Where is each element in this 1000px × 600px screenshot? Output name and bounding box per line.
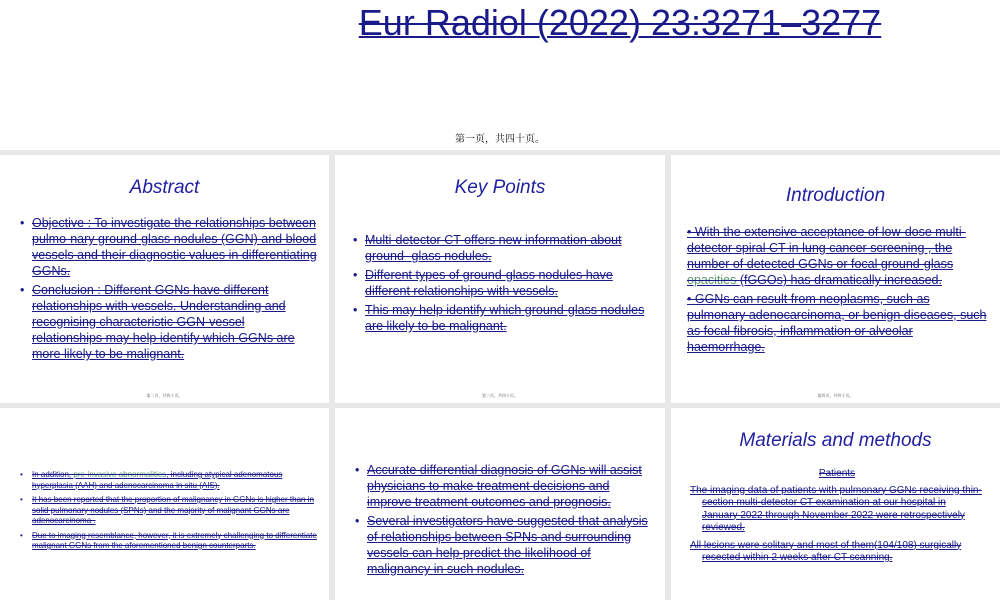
- bullet-list: [367, 462, 652, 580]
- paragraph-list: [690, 468, 984, 570]
- highlight-text: pre-invasive abnormalities: [73, 470, 167, 479]
- highlight-text: opacities: [687, 273, 740, 287]
- list-item[interactable]: • Objective : To investigate the relationships between pulmo-nary ground-glass nodules (GGN) and blood vessels and their diagnostic values in differentiating GGNs.: [32, 215, 317, 279]
- list-item[interactable]: • Different types of ground-glass nodules have different relationships with vessels.: [365, 267, 650, 299]
- bullet-list: [32, 215, 317, 365]
- slide-heading: Key Points: [454, 177, 546, 198]
- bullet-list: [365, 232, 650, 337]
- paragraph[interactable]: The imaging data of patients with pulmonary GGNs receiving thin-section multi-detector CT examination at our hospital in January 2022 through November 2022 were retrospectively reviewed.: [690, 484, 982, 533]
- slide-key-points[interactable]: [335, 155, 665, 403]
- slide-heading: Introduction: [785, 185, 886, 206]
- list-item[interactable]: • GGNs can result from neoplasms, such as pulmonary adenocarcinoma, or benign diseases, such as focal fibrosis, inflammation or alveolar haemorrhage.: [687, 292, 987, 354]
- list-item[interactable]: • Conclusion : Different GGNs have different relationships with vessels. Understanding and recognising characteristic GGN-vessel relationships may help identify which GGNs are more likely to be malignant.: [32, 282, 317, 362]
- citation-title[interactable]: Eur Radiol (2022) 23:3271–3277: [358, 2, 882, 43]
- slide-materials-methods[interactable]: [671, 408, 1000, 600]
- slide-abstract[interactable]: [0, 155, 329, 403]
- slide-footer: 第三页，共四十页。: [482, 393, 518, 398]
- slide-heading: Abstract: [129, 177, 200, 198]
- list-item[interactable]: • Multi-detector CT offers new information about ground- glass nodules.: [365, 232, 650, 264]
- list-item[interactable]: • Due to imaging resemblance, however, it is extremely challenging to differentiate malignant GGNs from the aforementioned benign counterparts.: [32, 531, 320, 552]
- paragraph[interactable]: All lesions were solitary and most of them(104/108) surgically resected within 2 weeks after CT scanning.: [690, 539, 962, 563]
- title-slide: [0, 0, 1000, 150]
- bullet-list: [687, 224, 987, 358]
- slide-differential-diagnosis[interactable]: [335, 408, 665, 600]
- list-item[interactable]: • This may help identify which ground-glass nodules are likely to be malignant.: [365, 302, 650, 334]
- list-item[interactable]: • In addition, pre-invasive abnormalities, including atypical adenomatous hyperplasia (AAH) and adenocarcinoma in situ (AIS).: [32, 470, 320, 491]
- subheading-patients[interactable]: Patients: [818, 468, 856, 479]
- list-item[interactable]: • With the extensive acceptance of low-dose multi-detector spiral CT in lung cancer screening , the number of detected GGNs or focal ground-glass opacities (fGGOs) has dramatically increased.: [687, 225, 966, 287]
- page-count: 第一页，共四十页。: [455, 134, 545, 145]
- slide-footer: 第四页，共四十页。: [817, 393, 854, 398]
- list-item[interactable]: • It has been reported that the proportion of malignancy in GGNs is higher than in solid pulmonary nodules (SPNs) and the majority of malignant GGNs are adenocarcinoma .: [32, 495, 320, 527]
- slide-introduction[interactable]: [671, 155, 1000, 403]
- list-item[interactable]: • Accurate differential diagnosis of GGNs will assist physicians to make treatment decisions and improve treatment outcomes and prognosis.: [367, 462, 652, 510]
- list-item[interactable]: • Several investigators have suggested that analysis of relationships between SPNs and surrounding vessels can help predict the likelihood of malignancy in such nodules.: [367, 513, 652, 577]
- slide-heading: Materials and methods: [739, 430, 932, 451]
- slide-footer: 第二页，共四十页。: [146, 393, 183, 398]
- slide-background[interactable]: [0, 408, 329, 600]
- bullet-list: [32, 470, 320, 556]
